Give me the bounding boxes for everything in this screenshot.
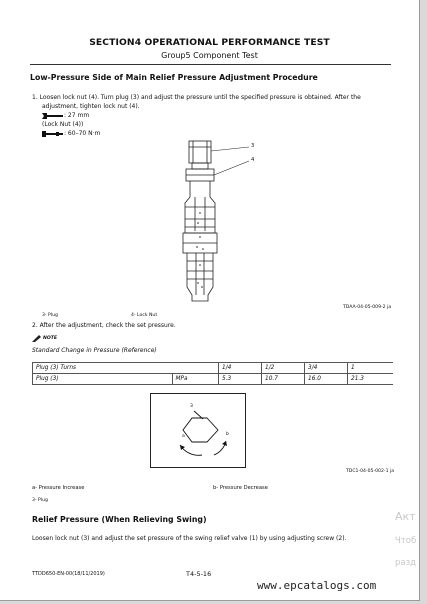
table-cell: MPa: [172, 374, 219, 385]
hex-plug-diagram: [150, 393, 246, 468]
relief-valve-diagram: [175, 137, 275, 307]
note-label: NOTE: [43, 336, 58, 341]
legend-plug: 3- Plug: [42, 313, 58, 318]
section-title: SECTION4 OPERATIONAL PERFORMANCE TEST: [89, 37, 330, 48]
activation-overlay-line-1: Акт: [395, 510, 416, 523]
table-cell: 1/2: [262, 363, 305, 374]
activation-overlay-line-2: Чтоб: [395, 536, 417, 546]
note-text: Standard Change in Pressure (Reference): [32, 347, 157, 354]
table-row: [33, 374, 394, 385]
procedure-heading: Low-Pressure Side of Main Relief Pressure Adjustment Procedure: [30, 73, 318, 82]
lock-nut-label: (Lock Nut (4)): [42, 121, 84, 128]
figure-id-2: TDC1-04-05-002-1 ja: [346, 469, 395, 474]
wrench-size: : 27 mm: [64, 112, 90, 119]
wrench-icon: [42, 113, 64, 119]
footer-doc-id: TTDD650-EN-00(18/11/2019): [32, 571, 105, 577]
callout-4: 4: [251, 157, 255, 163]
footer-page-number: T4-5-16: [186, 570, 212, 578]
hex-callout-3: 3: [190, 404, 193, 409]
table-cell: 3/4: [305, 363, 348, 374]
callout-3: 3: [251, 143, 255, 149]
watermark-url: www.epcatalogs.com: [257, 579, 377, 592]
hex-callout-a: a: [182, 434, 185, 439]
table-cell: 16.0: [305, 374, 348, 385]
table-cell: Plug (3): [33, 374, 173, 385]
legend-lock-nut: 4- Lock Nut: [131, 313, 158, 318]
note-pencil-icon: [32, 335, 41, 342]
step-1-line-1: 1. Loosen lock nut (4). Turn plug (3) and adjust the pressure until the specified pressure is obtained. After the: [32, 94, 361, 101]
legend-pressure-increase: a- Pressure Increase: [32, 485, 85, 491]
activation-overlay-line-3: разд: [395, 558, 417, 568]
header-rule: [30, 64, 391, 65]
table-cell: 5.3: [219, 374, 262, 385]
group-title: Group5 Component Test: [161, 51, 258, 60]
table-cell: [172, 363, 219, 374]
table-cell: 1: [348, 363, 394, 374]
relief-text: Loosen lock nut (3) and adjust the set pressure of the swing relief valve (1) by using adjusting screw (2).: [32, 535, 347, 542]
legend-pressure-decrease: b- Pressure Decrease: [213, 485, 268, 491]
table-cell: 21.3: [348, 374, 394, 385]
hex-callout-b: b: [226, 432, 229, 437]
torque-value: : 60–70 N·m: [64, 130, 101, 137]
figure-id-1: TDAA-04-05-009-2 ja: [343, 305, 392, 310]
step-2: 2. After the adjustment, check the set pressure.: [32, 322, 176, 329]
table-cell: 10.7: [262, 374, 305, 385]
relief-heading: Relief Pressure (When Relieving Swing): [32, 515, 207, 524]
step-1-line-2: adjustment, tighten lock nut (4).: [42, 103, 140, 110]
pressure-change-table: [32, 362, 393, 385]
table-cell: Plug (3) Turns: [33, 363, 173, 374]
torque-wrench-icon: [42, 131, 64, 137]
legend-plug-2: 3- Plug: [32, 498, 48, 503]
table-cell: 1/4: [219, 363, 262, 374]
table-row: [33, 363, 394, 374]
